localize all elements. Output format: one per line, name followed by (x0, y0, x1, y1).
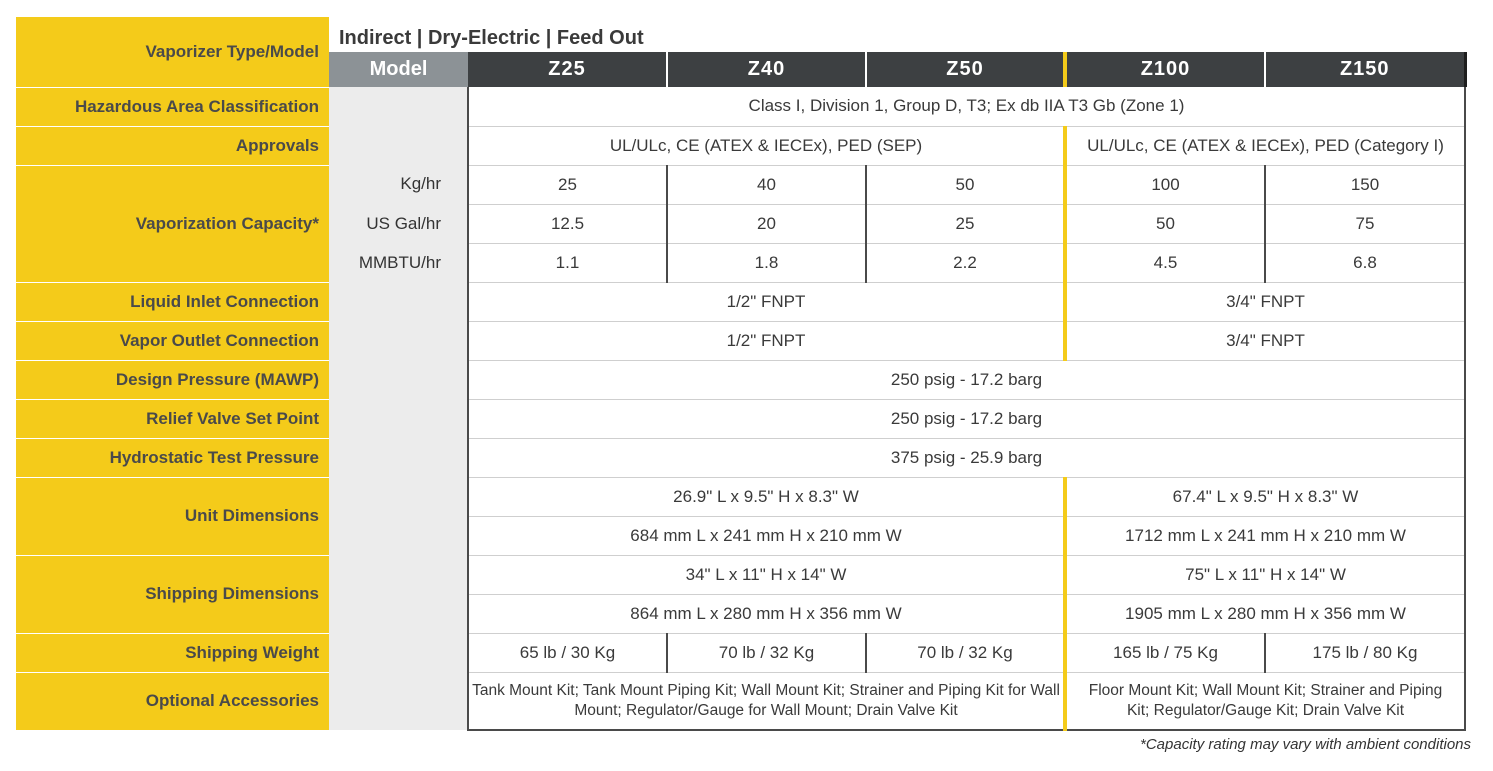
capacity-gal-z50: 25 (866, 204, 1065, 243)
sub-blank (329, 399, 468, 438)
sub-blank (329, 438, 468, 477)
ship-dims-small-in: 34" L x 11" H x 14" W (468, 555, 1065, 594)
row-label-capacity: Vaporization Capacity* (16, 165, 329, 282)
unit-dims-large-mm: 1712 mm L x 241 mm H x 210 mm W (1065, 516, 1465, 555)
row-label-approvals: Approvals (16, 126, 329, 165)
ship-weight-z25: 65 lb / 30 Kg (468, 633, 667, 672)
capacity-kg-z50: 50 (866, 165, 1065, 204)
ship-dims-large-mm: 1905 mm L x 280 mm H x 356 mm W (1065, 594, 1465, 633)
sub-blank (329, 126, 468, 165)
capacity-gal-z100: 50 (1065, 204, 1265, 243)
vapor-outlet-small: 1/2" FNPT (468, 321, 1065, 360)
row-label-shipping-weight: Shipping Weight (16, 633, 329, 672)
vapor-outlet-large: 3/4" FNPT (1065, 321, 1465, 360)
capacity-kg-z25: 25 (468, 165, 667, 204)
model-header: Model (329, 52, 468, 87)
hazardous-value: Class I, Division 1, Group D, T3; Ex db IIA T3 Gb (Zone 1) (468, 87, 1465, 126)
model-z50: Z50 (866, 52, 1065, 87)
unit-dims-small-mm: 684 mm L x 241 mm H x 210 mm W (468, 516, 1065, 555)
model-z40: Z40 (667, 52, 866, 87)
capacity-footnote: *Capacity rating may vary with ambient conditions (1140, 736, 1471, 753)
vaporizer-type-line: Indirect | Dry-Electric | Feed Out (339, 27, 644, 49)
row-label-optional-accessories: Optional Accessories (16, 672, 329, 730)
unit-dims-small-in: 26.9" L x 9.5" H x 8.3" W (468, 477, 1065, 516)
row-label-design-pressure: Design Pressure (MAWP) (16, 360, 329, 399)
capacity-mmbtu-z150: 6.8 (1265, 243, 1465, 282)
capacity-kg-z100: 100 (1065, 165, 1265, 204)
sub-blank (329, 321, 468, 360)
unit-mmbtu-hr: MMBTU/hr (329, 243, 468, 282)
spec-table (16, 17, 1467, 731)
row-label-hydrostatic: Hydrostatic Test Pressure (16, 438, 329, 477)
hydrostatic-value: 375 psig - 25.9 barg (468, 438, 1465, 477)
ship-weight-z40: 70 lb / 32 Kg (667, 633, 866, 672)
ship-dims-small-mm: 864 mm L x 280 mm H x 356 mm W (468, 594, 1065, 633)
capacity-gal-z40: 20 (667, 204, 866, 243)
row-label-shipping-dimensions: Shipping Dimensions (16, 555, 329, 633)
sub-blank (329, 477, 468, 555)
model-z100: Z100 (1065, 52, 1265, 87)
unit-kg-hr: Kg/hr (329, 165, 468, 204)
sub-blank (329, 282, 468, 321)
ship-dims-large-in: 75" L x 11" H x 14" W (1065, 555, 1465, 594)
capacity-mmbtu-z40: 1.8 (667, 243, 866, 282)
sub-blank (329, 633, 468, 672)
liquid-inlet-large: 3/4" FNPT (1065, 282, 1465, 321)
sub-blank (329, 360, 468, 399)
row-label-vaporizer-type: Vaporizer Type/Model (16, 17, 329, 87)
accessories-large: Floor Mount Kit; Wall Mount Kit; Strainer and Piping Kit; Regulator/Gauge Kit; Drain Valve Kit (1065, 672, 1465, 730)
capacity-gal-z150: 75 (1265, 204, 1465, 243)
capacity-mmbtu-z50: 2.2 (866, 243, 1065, 282)
model-z25: Z25 (468, 52, 667, 87)
row-label-hazardous: Hazardous Area Classification (16, 87, 329, 126)
row-label-liquid-inlet: Liquid Inlet Connection (16, 282, 329, 321)
sub-blank (329, 555, 468, 633)
unit-dims-large-in: 67.4" L x 9.5" H x 8.3" W (1065, 477, 1465, 516)
sub-blank (329, 672, 468, 730)
capacity-kg-z40: 40 (667, 165, 866, 204)
liquid-inlet-small: 1/2" FNPT (468, 282, 1065, 321)
ship-weight-z50: 70 lb / 32 Kg (866, 633, 1065, 672)
approvals-large: UL/ULc, CE (ATEX & IECEx), PED (Category I) (1065, 126, 1465, 165)
unit-gal-hr: US Gal/hr (329, 204, 468, 243)
row-label-vapor-outlet: Vapor Outlet Connection (16, 321, 329, 360)
ship-weight-z150: 175 lb / 80 Kg (1265, 633, 1465, 672)
capacity-gal-z25: 12.5 (468, 204, 667, 243)
approvals-small: UL/ULc, CE (ATEX & IECEx), PED (SEP) (468, 126, 1065, 165)
row-label-unit-dimensions: Unit Dimensions (16, 477, 329, 555)
sub-blank (329, 87, 468, 126)
spec-table-container (16, 17, 1467, 731)
capacity-mmbtu-z25: 1.1 (468, 243, 667, 282)
capacity-kg-z150: 150 (1265, 165, 1465, 204)
row-label-relief-valve: Relief Valve Set Point (16, 399, 329, 438)
ship-weight-z100: 165 lb / 75 Kg (1065, 633, 1265, 672)
relief-valve-value: 250 psig - 17.2 barg (468, 399, 1465, 438)
model-z150: Z150 (1265, 52, 1465, 87)
accessories-small: Tank Mount Kit; Tank Mount Piping Kit; Wall Mount Kit; Strainer and Piping Kit for Wall Mount; Regulator/Gauge for Wall Mount; Drain Valve Kit (468, 672, 1065, 730)
design-pressure-value: 250 psig - 17.2 barg (468, 360, 1465, 399)
capacity-mmbtu-z100: 4.5 (1065, 243, 1265, 282)
